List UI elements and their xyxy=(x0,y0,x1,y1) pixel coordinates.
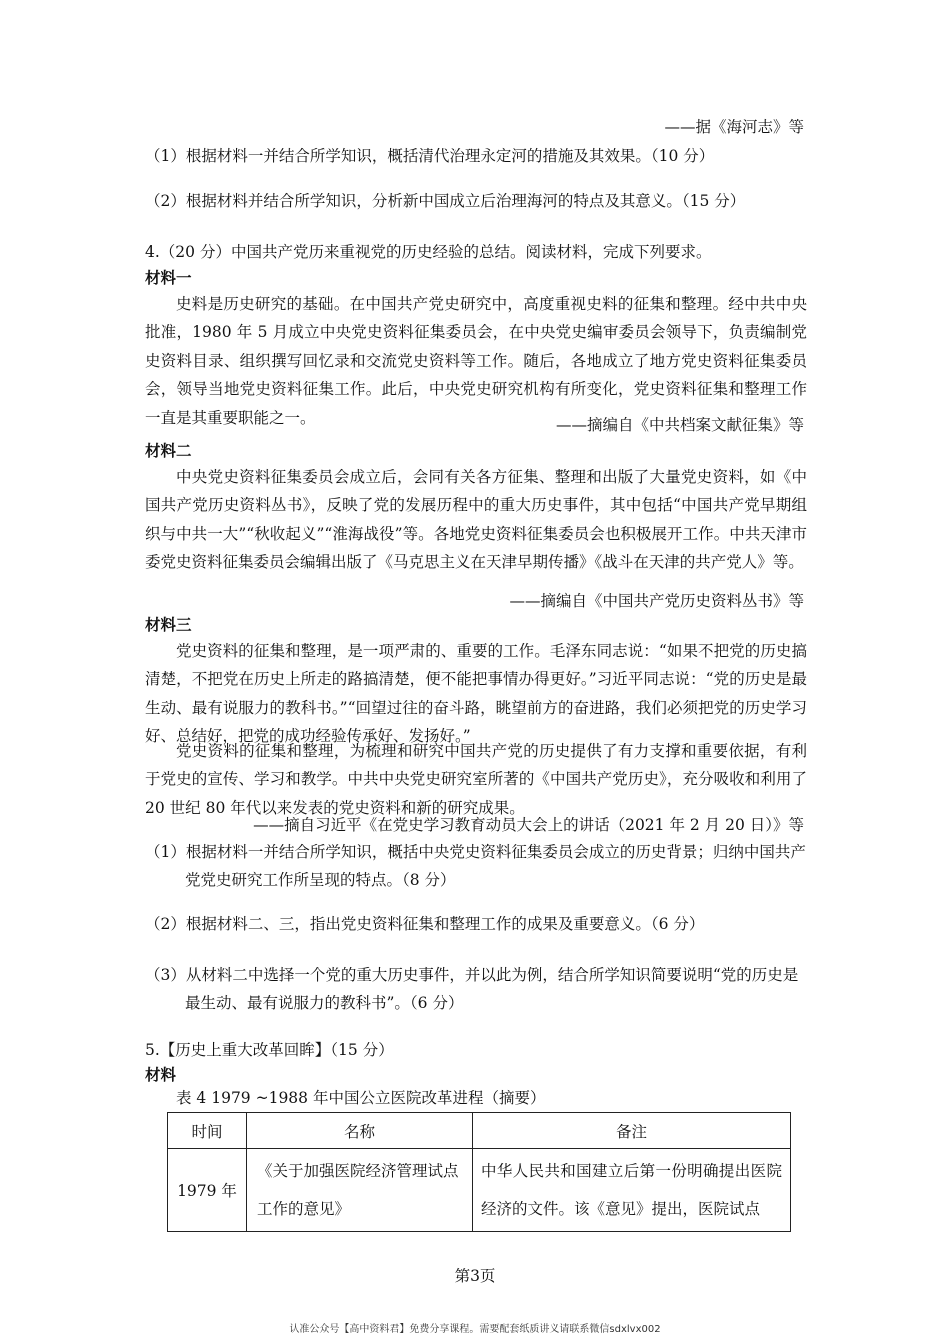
page-number: 第3页 xyxy=(454,1267,496,1285)
table-row xyxy=(168,1149,791,1232)
question-4-header: 4.（20 分）中国共产党历来重视党的历史经验的总结。阅读材料，完成下列要求。 xyxy=(145,243,712,261)
question-4-part-1: （1）根据材料一并结合所学知识，概括中央党史资料征集委员会成立的历史背景；归纳中国共产党党史研究工作所呈现的特点。（8 分） xyxy=(145,843,806,889)
material-3-text-2: 党史资料的征集和整理，为梳理和研究中国共产党的历史提供了有力支撑和重要依据，有利于党史的宣传、学习和教学。中共中央党史研究室所著的《中国共产党历史》，充分吸收和利用了 20 世纪 80 年代以来发表的党史资料和新的研究成果。 xyxy=(145,742,807,817)
cell-note: 中华人民共和国建立后第一份明确提出医院经济的文件。该《意见》提出，医院试点 xyxy=(473,1149,791,1232)
header-name: 名称 xyxy=(247,1113,473,1149)
cell-time: 1979 年 xyxy=(168,1149,247,1232)
cell-name: 《关于加强医院经济管理试点工作的意见》 xyxy=(247,1149,473,1232)
material-1-source: ——摘编自《中共档案文献征集》等 xyxy=(555,416,804,434)
footer-note: 认准公众号【高中资料君】免费分享课程。需要配套纸质讲义请联系微信sdxlvx002 xyxy=(289,1324,661,1335)
question-3-part-1: （1）根据材料一并结合所学知识，概括清代治理永定河的措施及其效果。（10 分） xyxy=(145,147,715,165)
material-2-title: 材料二 xyxy=(145,441,192,460)
material-1-title: 材料一 xyxy=(145,268,192,287)
question-3-part-2: （2）根据材料并结合所学知识，分析新中国成立后治理海河的特点及其意义。（15 分） xyxy=(145,192,746,210)
material-3-text-1: 党史资料的征集和整理，是一项严肃的、重要的工作。毛泽东同志说：“如果不把党的历史搞清楚，不把党在历史上所走的路搞清楚，便不能把事情办得更好。”习近平同志说：“党的历史是最生动、最有说服力的教科书。”“回望过往的奋斗路，眺望前方的奋进路，我们必须把党的历史学习好、总结好，把党的成功经验传承好、发扬好。” xyxy=(145,642,807,746)
header-time: 时间 xyxy=(168,1113,247,1149)
material-2-text: 中央党史资料征集委员会成立后，会同有关各方征集、整理和出版了大量党史资料，如《中国共产党历史资料丛书》，反映了党的发展历程中的重大历史事件，其中包括“中国共产党早期组织与中共一大”“秋收起义”“淮海战役”等。各地党史资料征集委员会也积极展开工作。中共天津市委党史资料征集委员会编辑出版了《马克思主义在天津早期传播》《战斗在天津的共产党人》等。 xyxy=(145,468,807,572)
question-4-part-3: （3）从材料二中选择一个党的重大历史事件，并以此为例，结合所学知识简要说明“党的历史是最生动、最有说服力的教科书”。（6 分） xyxy=(145,966,799,1012)
question-5-header: 5.【历史上重大改革回眸】（15 分） xyxy=(145,1041,394,1059)
table-caption: 表 4 1979 ~1988 年中国公立医院改革进程（摘要） xyxy=(176,1089,546,1107)
table-header-row xyxy=(168,1113,791,1149)
material-2-source: ——摘编自《中国共产党历史资料丛书》等 xyxy=(509,592,804,610)
reform-table xyxy=(167,1112,791,1232)
material-3-title: 材料三 xyxy=(145,615,192,634)
question-4-part-2: （2）根据材料二、三，指出党史资料征集和整理工作的成果及重要意义。（6 分） xyxy=(145,915,705,933)
material-title: 材料 xyxy=(145,1065,177,1084)
material-3-source: ——摘自习近平《在党史学习教育动员大会上的讲话（2021 年 2 月 20 日）》等 xyxy=(253,816,804,834)
header-note: 备注 xyxy=(473,1113,791,1149)
source-citation: ——据《海河志》等 xyxy=(664,118,804,136)
material-1-text: 史料是历史研究的基础。在中国共产党史研究中，高度重视史料的征集和整理。经中共中央批准，1980 年 5 月成立中央党史资料征集委员会，在中央党史编审委员会领导下，负责编制党史资料目录、组织撰写回忆录和交流党史资料等工作。随后，各地成立了地方党史资料征集委员会，领导当地党史资料征集工作。此后，中央党史研究机构有所变化，党史资料征集和整理工作一直是其重要职能之一。 xyxy=(145,295,807,427)
